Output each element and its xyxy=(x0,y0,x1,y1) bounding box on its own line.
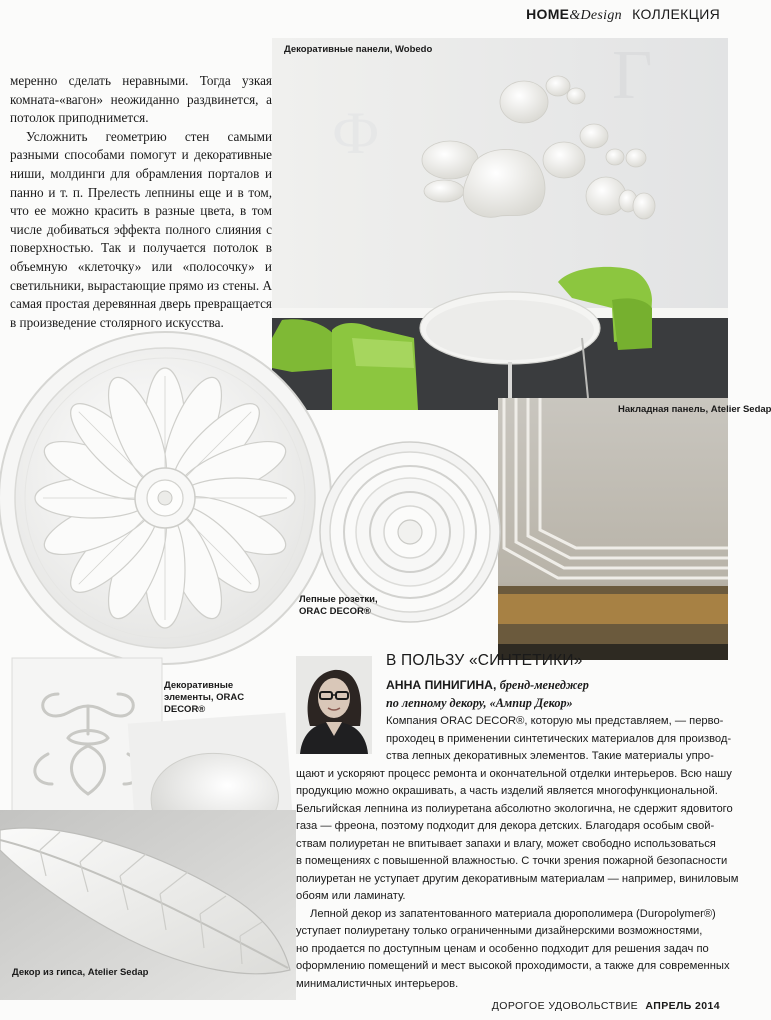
author-portrait xyxy=(296,656,372,754)
elements-caption-line-2: элементы, ORAC xyxy=(164,692,245,703)
paragraph-1-line: проходец в применении синтетических материалов для производ- xyxy=(386,732,732,745)
elements-caption-line-3: DECOR® xyxy=(164,704,206,715)
panel-photo-illustration xyxy=(498,398,728,660)
sidebar-article-body xyxy=(296,713,739,993)
intro-text-column xyxy=(10,72,272,332)
rosettes-caption-line-2: ORAC DECOR® xyxy=(299,606,371,617)
sidebar-article-title: В ПОЛЬЗУ «СИНТЕТИКИ» xyxy=(386,652,583,669)
paragraph-1-line: продукцию можно окрашивать, а часть изделий является многофункциональной. xyxy=(296,785,718,797)
intro-paragraph-2: Усложнить геометрию стен самыми разными способами помогут и декоративные ниши, молдинги для обрамления порталов и панно и т. п. Прелесть лепнины еще и в том, что ее можно красить в разные цвета, в том числе добиваться эффекта полного слияния с поверхностью. Так и получается потолок в объемную «клеточку» или «полосочку» и светильники, вырастающие прямо из стены. А самая простая деревянная дверь превращается в произведение столярного искусства. xyxy=(10,128,272,330)
elements-caption-line-1: Декоративные xyxy=(164,680,234,691)
author-company: «Ампир Декор» xyxy=(489,696,573,710)
paragraph-1-line: в помещениях с повышенной влажностью. С точки зрения пожарной безопасности xyxy=(296,855,728,867)
room-photo-illustration xyxy=(272,38,728,410)
running-header xyxy=(526,6,720,24)
paragraph-2-line: минималистичных интерьеров. xyxy=(296,977,459,990)
page-footer xyxy=(492,1000,720,1012)
article-paragraph-1 xyxy=(296,713,739,906)
rosettes-caption xyxy=(299,594,378,618)
author-byline xyxy=(386,676,718,712)
room-caption: Декоративные панели, Wobedo xyxy=(284,44,433,55)
leaf-caption: Декор из гипса, Atelier Sedap xyxy=(12,967,149,978)
elements-caption xyxy=(164,680,244,716)
svg-text:Г: Г xyxy=(612,37,653,114)
paragraph-1-line: Бельгийская лепнина из полиуретана абсолютно экологична, не сдержит ядовитого xyxy=(296,802,733,815)
paragraph-1-line: полиуретан не уступает другим декоративным материалам — например, виниловым xyxy=(296,872,739,885)
paragraph-1-line: Компания ORAC DECOR®, которую мы представляем, — перво- xyxy=(386,715,724,727)
paragraph-2-line: оформлению помещений и мест высокой проходимости, а также для современных xyxy=(296,960,730,972)
large-ceiling-rosette-image xyxy=(0,326,335,671)
paragraph-2-line: Лепной декор из запатентованного материала дюрополимера (Duropolymer®) xyxy=(310,907,716,920)
paragraph-1-line: газа — фреона, поэтому подходит для декора детских. Благодаря особым свой- xyxy=(296,820,715,832)
panel-photo xyxy=(498,398,771,660)
paragraph-1-line: обоям или ламинату. xyxy=(296,890,406,902)
svg-text:Ф: Ф xyxy=(332,100,380,166)
author-name: АННА ПИНИГИНА, xyxy=(386,678,497,692)
author-role-2: по лепному декору, xyxy=(386,696,487,710)
issue-date: АПРЕЛЬ 2014 xyxy=(645,1000,720,1012)
section-title: КОЛЛЕКЦИЯ xyxy=(632,6,720,22)
author-role-1: бренд-менеджер xyxy=(499,678,589,692)
paragraph-1-line: щают и ускоряют процесс ремонта и окончательной отделки интерьеров. Всю нашу xyxy=(296,767,732,780)
paragraph-2-line: уступает полиуретану только ограниченными дизайнерскими возможностями, xyxy=(296,925,703,937)
rosettes-caption-line-1: Лепные розетки, xyxy=(299,594,378,605)
article-paragraph-2 xyxy=(296,906,730,994)
brand-design: &Design xyxy=(569,8,622,23)
plaster-leaf-image xyxy=(0,810,296,1000)
panel-caption: Накладная панель, Atelier Sedap xyxy=(618,404,771,415)
intro-paragraph-1: меренно сделать неравными. Тогда узкая комната-«вагон» неожиданно раздвинется, а потолок приподнимется. xyxy=(10,73,272,126)
author-portrait-illustration xyxy=(296,656,372,754)
magazine-name: ДОРОГОЕ УДОВОЛЬСТВИЕ xyxy=(491,1000,639,1012)
paragraph-1-line: ствам полиуретан не впитывает запахи и влагу, может свободно использоваться xyxy=(296,837,716,850)
paragraph-1-line: ства лепных декоративных элементов. Такие материалы упро- xyxy=(386,750,714,762)
large-rosette-illustration xyxy=(0,326,335,671)
paragraph-2-line: но продается по доступным ценам и особенно подходит для решения задач по xyxy=(296,942,709,955)
room-photo xyxy=(272,38,728,410)
brand-home: HOME xyxy=(526,6,570,22)
